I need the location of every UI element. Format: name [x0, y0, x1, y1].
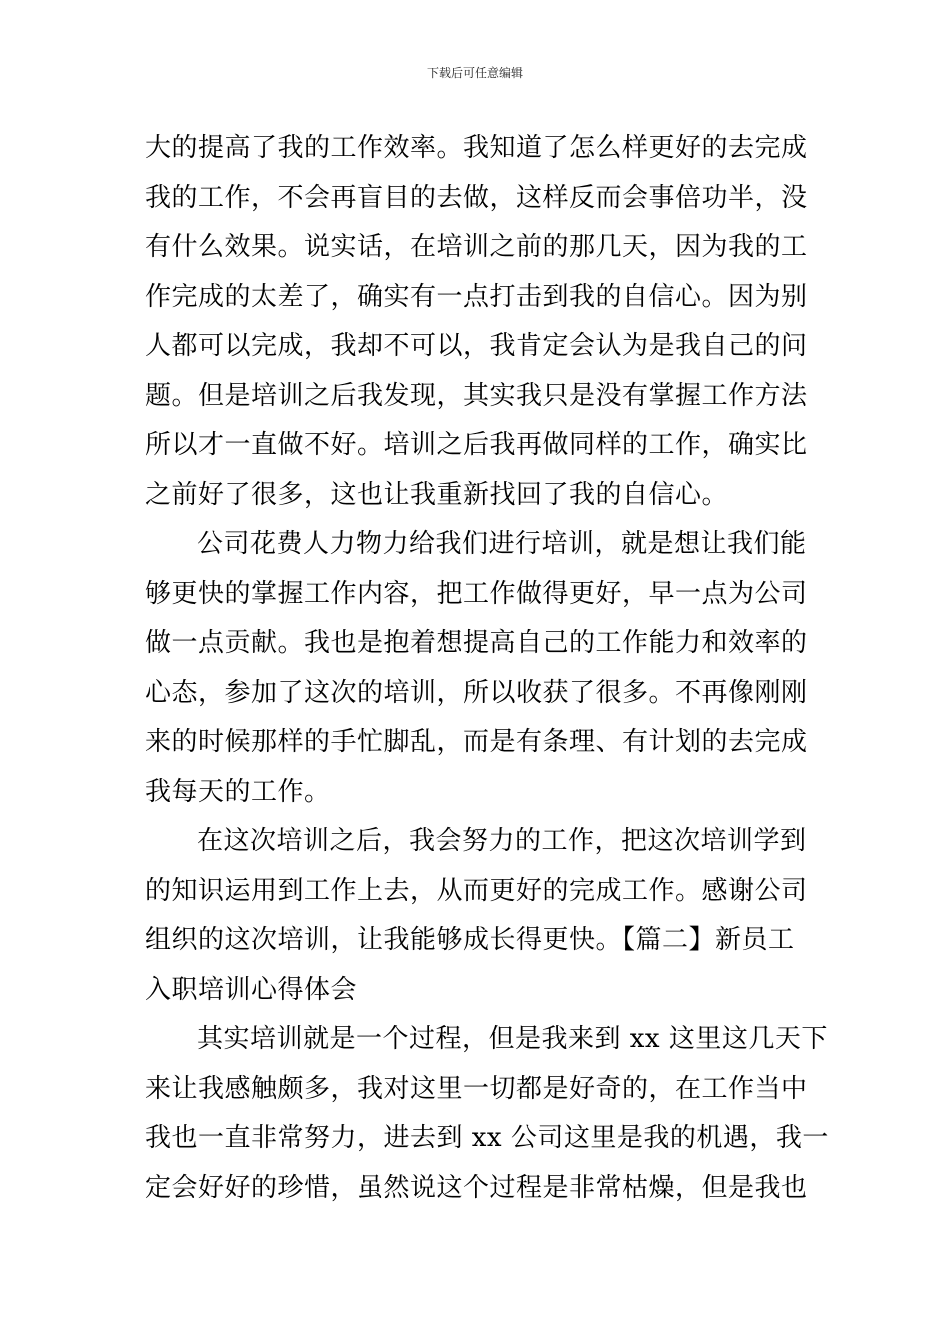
text-line: 作完成的太差了，确实有一点打击到我的自信心。因为别: [145, 281, 808, 312]
text-line: 其实培训就是一个过程，但是我来到 xx 这里这几天下: [197, 1024, 828, 1054]
text-line: 组织的这次培训，让我能够成长得更快。【篇二】新员工: [145, 925, 795, 955]
text-line: 来的时候那样的手忙脚乱，而是有条理、有计划的去完成: [145, 727, 808, 757]
text-line: 公司花费人力物力给我们进行培训，就是想让我们能: [197, 529, 807, 559]
text-line: 我每天的工作。: [145, 776, 331, 807]
text-line: 够更快的掌握工作内容，把工作做得更好，早一点为公司: [145, 578, 808, 609]
text-line: 入职培训心得体会: [145, 974, 358, 1005]
paragraph: [145, 520, 807, 817]
paragraph: [145, 1015, 829, 1213]
text-line: 来让我感触颇多，我对这里一切都是好奇的，在工作当中: [145, 1073, 808, 1104]
text-line: 心态，参加了这次的培训，所以收获了很多。不再像刚刚: [145, 677, 808, 708]
page-header: 下载后可任意编辑: [426, 66, 523, 80]
text-line: 所以才一直做不好。培训之后我再做同样的工作，确实比: [145, 430, 808, 460]
text-line: 我的工作，不会再盲目的去做，这样反而会事倍功半，没: [145, 182, 808, 213]
document-body: [145, 124, 829, 1213]
text-line: 人都可以完成，我却不可以，我肯定会认为是我自己的问: [145, 331, 808, 361]
text-line: 做一点贡献。我也是抱着想提高自己的工作能力和效率的: [145, 628, 808, 658]
text-line: 大的提高了我的工作效率。我知道了怎么样更好的去完成: [145, 133, 808, 163]
text-line: 定会好好的珍惜，虽然说这个过程是非常枯燥，但是我也: [145, 1172, 808, 1203]
text-line: 的知识运用到工作上去，从而更好的完成工作。感谢公司: [145, 875, 808, 906]
text-line: 题。但是培训之后我发现，其实我只是没有掌握工作方法: [145, 380, 808, 411]
text-line: 有什么效果。说实话，在培训之前的那几天，因为我的工: [145, 232, 808, 262]
text-line: 我也一直非常努力，进去到 xx 公司这里是我的机遇，我一: [145, 1123, 829, 1153]
text-line: 之前好了很多，这也让我重新找回了我的自信心。: [145, 479, 729, 510]
text-line: 在这次培训之后，我会努力的工作，把这次培训学到: [197, 826, 807, 856]
paragraph: [145, 124, 807, 520]
paragraph: [145, 817, 807, 1015]
